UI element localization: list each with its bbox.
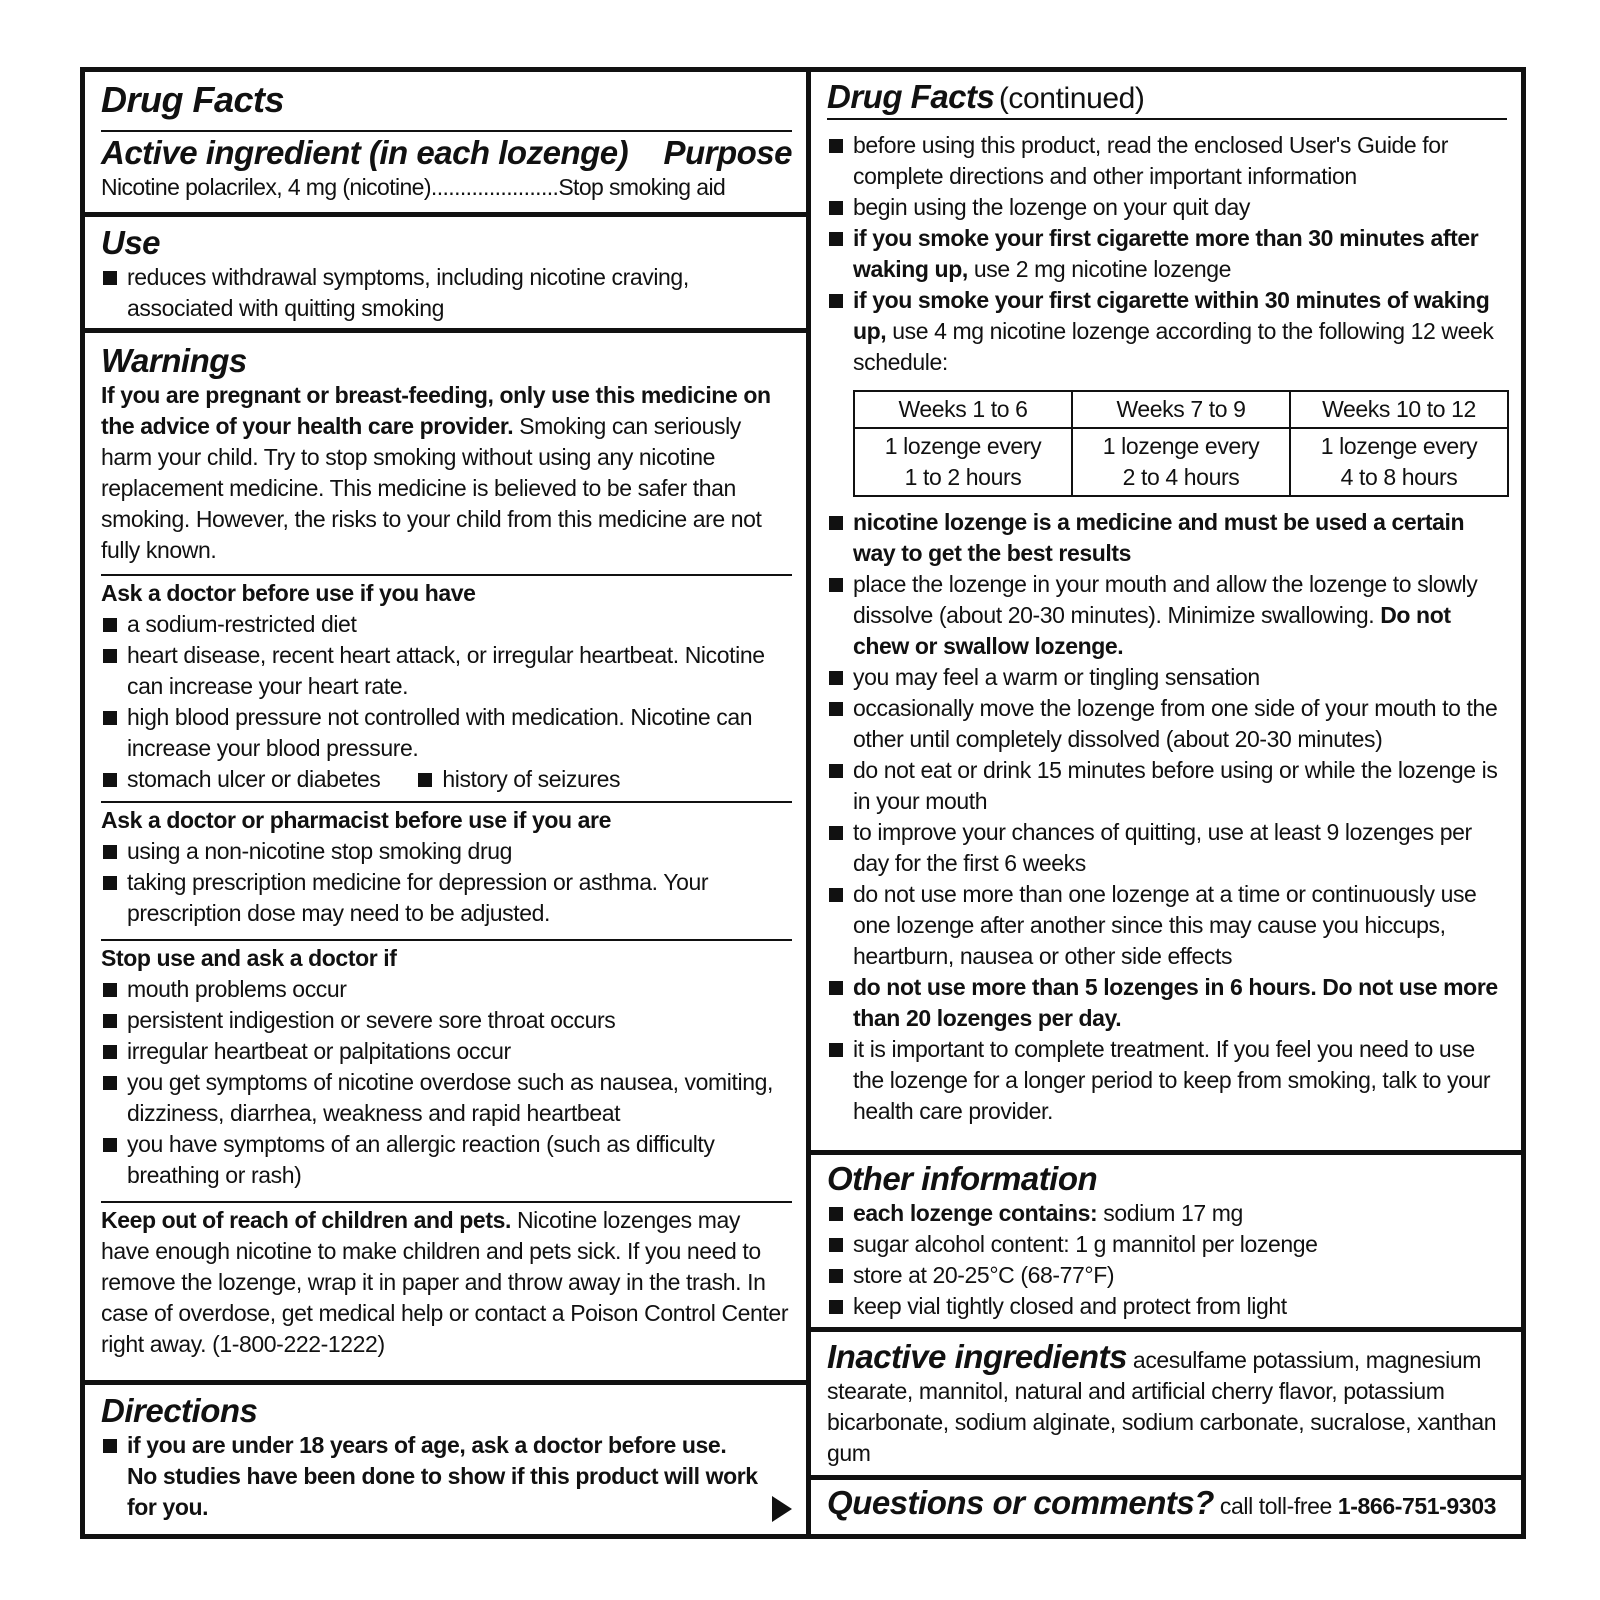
other-information-list — [827, 1198, 1507, 1322]
table-header-cell: Weeks 1 to 6 — [854, 391, 1072, 428]
ask-pharmacist-list — [101, 836, 792, 929]
warnings-heading: Warnings — [101, 342, 247, 379]
table-cell: 1 lozenge every 1 to 2 hours — [854, 428, 1072, 496]
drug-facts-label — [80, 67, 1526, 1539]
pregnancy-warning-text: Smoking can seriously harm your child. Try to stop smoking without using any nicotine replacement medicine. This medicine is believed to be safer than smoking. However, the risks to your child from this medicine are not fully known. — [101, 413, 762, 563]
continued-header — [811, 78, 1521, 120]
use-heading: Use — [101, 224, 161, 261]
stop-use-block — [101, 939, 792, 1191]
stop-use-list — [101, 974, 792, 1191]
list-item: you get symptoms of nicotine overdose such as nausea, vomiting, dizziness, diarrhea, weakness and rapid heartbeat — [101, 1067, 792, 1129]
list-item: each lozenge contains: sodium 17 mg — [827, 1198, 1507, 1229]
pregnancy-warning — [101, 380, 792, 566]
section-divider — [85, 212, 806, 217]
ask-doctor-pair — [101, 764, 792, 795]
inactive-ingredients-text: Inactive ingredients acesulfame potassium, magnesium stearate, mannitol, natural and artificial cherry flavor, potassium bicarbonate, sodium alginate, sodium carbonate, sucralose, xanthan gum — [827, 1338, 1497, 1466]
table-row — [854, 428, 1508, 496]
list-item: sugar alcohol content: 1 g mannitol per lozenge — [827, 1229, 1507, 1260]
continue-arrow-icon — [772, 1496, 792, 1522]
section-divider — [811, 1150, 1521, 1155]
questions-heading: Questions or comments? — [827, 1484, 1214, 1521]
drug-facts-header — [85, 80, 806, 120]
list-item: mouth problems occur — [101, 974, 792, 1005]
questions-line: Questions or comments? call toll-free 1-866-751-9303 — [827, 1484, 1496, 1521]
list-item: if you smoke your first cigarette more than 30 minutes after waking up, use 2 mg nicotine lozenge — [827, 223, 1507, 285]
list-item: do not eat or drink 15 minutes before using or while the lozenge is in your mouth — [827, 755, 1507, 817]
directions-heading: Directions — [101, 1392, 258, 1429]
use-section — [85, 224, 806, 324]
list-item: heart disease, recent heart attack, or irregular heartbeat. Nicotine can increase your heart rate. — [101, 640, 792, 702]
warnings-section — [85, 342, 806, 1360]
list-item: it is important to complete treatment. If you feel you need to use the lozenge for a longer period to keep from smoking, talk to your health care provider. — [827, 1034, 1507, 1127]
list-item: stomach ulcer or diabetes — [101, 764, 380, 795]
drug-facts-title: Drug Facts — [101, 79, 285, 120]
ask-doctor-block — [101, 574, 792, 795]
section-divider — [811, 1475, 1521, 1480]
inactive-ingredients-heading: Inactive ingredients — [827, 1338, 1127, 1375]
active-ingredient-section — [85, 130, 806, 203]
directions-section — [85, 1392, 806, 1534]
list-item: persistent indigestion or severe sore throat occurs — [101, 1005, 792, 1036]
continued-suffix: (continued) — [998, 82, 1145, 115]
list-item: taking prescription medicine for depression or asthma. Your prescription dose may need to be adjusted. — [101, 867, 792, 929]
right-column — [811, 72, 1521, 1534]
continued-title: Drug Facts — [827, 78, 995, 115]
table-cell: 1 lozenge every 4 to 8 hours — [1290, 428, 1508, 496]
keep-out-warning — [101, 1205, 792, 1360]
ask-pharmacist-heading: Ask a doctor or pharmacist before use if you are — [101, 807, 611, 833]
questions-section — [811, 1484, 1521, 1522]
table-header-cell: Weeks 10 to 12 — [1290, 391, 1508, 428]
list-item: a sodium-restricted diet — [101, 609, 792, 640]
list-item: do not use more than 5 lozenges in 6 hours. Do not use more than 20 lozenges per day. — [827, 972, 1507, 1034]
other-information-section — [811, 1160, 1521, 1322]
section-divider — [85, 1380, 806, 1385]
list-item: you may feel a warm or tingling sensation — [827, 662, 1507, 693]
list-item: reduces withdrawal symptoms, including nicotine craving, associated with quitting smoking — [101, 262, 792, 324]
list-item: high blood pressure not controlled with medication. Nicotine can increase your blood pressure. — [101, 702, 792, 764]
directions-continued-list — [827, 130, 1507, 378]
list-item: history of seizures — [416, 764, 620, 795]
list-item: if you are under 18 years of age, ask a doctor before use. No studies have been done to show if this product will work for you. — [101, 1430, 762, 1523]
toll-free-phone: 1-866-751-9303 — [1337, 1493, 1496, 1519]
ask-doctor-list — [101, 609, 792, 764]
section-divider — [811, 1327, 1521, 1332]
pregnancy-warning-bold: If you are pregnant or breast-feeding, only use this medicine on the advice of your health care provider. — [101, 382, 771, 439]
ask-doctor-heading: Ask a doctor before use if you have — [101, 580, 476, 606]
list-item: using a non-nicotine stop smoking drug — [101, 836, 792, 867]
directions-after-list — [827, 507, 1507, 1127]
dosing-schedule-table — [853, 390, 1509, 497]
list-item: to improve your chances of quitting, use at least 9 lozenges per day for the first 6 weeks — [827, 817, 1507, 879]
list-item: you have symptoms of an allergic reaction (such as difficulty breathing or rash) — [101, 1129, 792, 1191]
list-item: if you smoke your first cigarette within 30 minutes of waking up, use 4 mg nicotine lozenge according to the following 12 week schedule: — [827, 285, 1507, 378]
list-item: store at 20-25°C (68-77°F) — [827, 1260, 1507, 1291]
purpose-heading: Purpose — [663, 134, 792, 171]
list-item: begin using the lozenge on your quit day — [827, 192, 1507, 223]
list-item: before using this product, read the enclosed User's Guide for complete directions and other important information — [827, 130, 1507, 192]
table-header-cell: Weeks 7 to 9 — [1072, 391, 1290, 428]
list-item: keep vial tightly closed and protect from light — [827, 1291, 1507, 1322]
list-item: nicotine lozenge is a medicine and must be used a certain way to get the best results — [827, 507, 1507, 569]
other-information-heading: Other information — [827, 1160, 1098, 1197]
keep-out-text: Nicotine lozenges may have enough nicotine to make children and pets sick. If you need to remove the lozenge, wrap it in paper and throw away in the trash. In case of overdose, get medical help or contact a Poison Control Center right away. (1-800-222-1222) — [101, 1207, 789, 1357]
stop-use-heading: Stop use and ask a doctor if — [101, 945, 397, 971]
list-item: irregular heartbeat or palpitations occur — [101, 1036, 792, 1067]
keep-out-block — [101, 1201, 792, 1360]
active-ingredient-line: Nicotine polacrilex, 4 mg (nicotine)......................Stop smoking aid — [101, 174, 726, 200]
directions-list — [101, 1430, 792, 1523]
directions-continued — [811, 130, 1521, 1127]
left-column — [85, 72, 811, 1534]
section-divider — [85, 328, 806, 333]
use-list — [101, 262, 792, 324]
active-ingredient-heading: Active ingredient (in each lozenge) — [101, 134, 629, 171]
table-cell: 1 lozenge every 2 to 4 hours — [1072, 428, 1290, 496]
inactive-ingredients-section — [811, 1338, 1521, 1469]
ask-pharmacist-block — [101, 801, 792, 929]
table-row — [854, 391, 1508, 428]
list-item: occasionally move the lozenge from one side of your mouth to the other until completely dissolved (about 20-30 minutes) — [827, 693, 1507, 755]
keep-out-bold: Keep out of reach of children and pets. — [101, 1207, 511, 1233]
list-item: do not use more than one lozenge at a time or continuously use one lozenge after another since this may cause you hiccups, heartburn, nausea or other side effects — [827, 879, 1507, 972]
list-item: place the lozenge in your mouth and allow the lozenge to slowly dissolve (about 20-30 minutes). Minimize swallowing. Do not chew or swallow lozenge. — [827, 569, 1507, 662]
